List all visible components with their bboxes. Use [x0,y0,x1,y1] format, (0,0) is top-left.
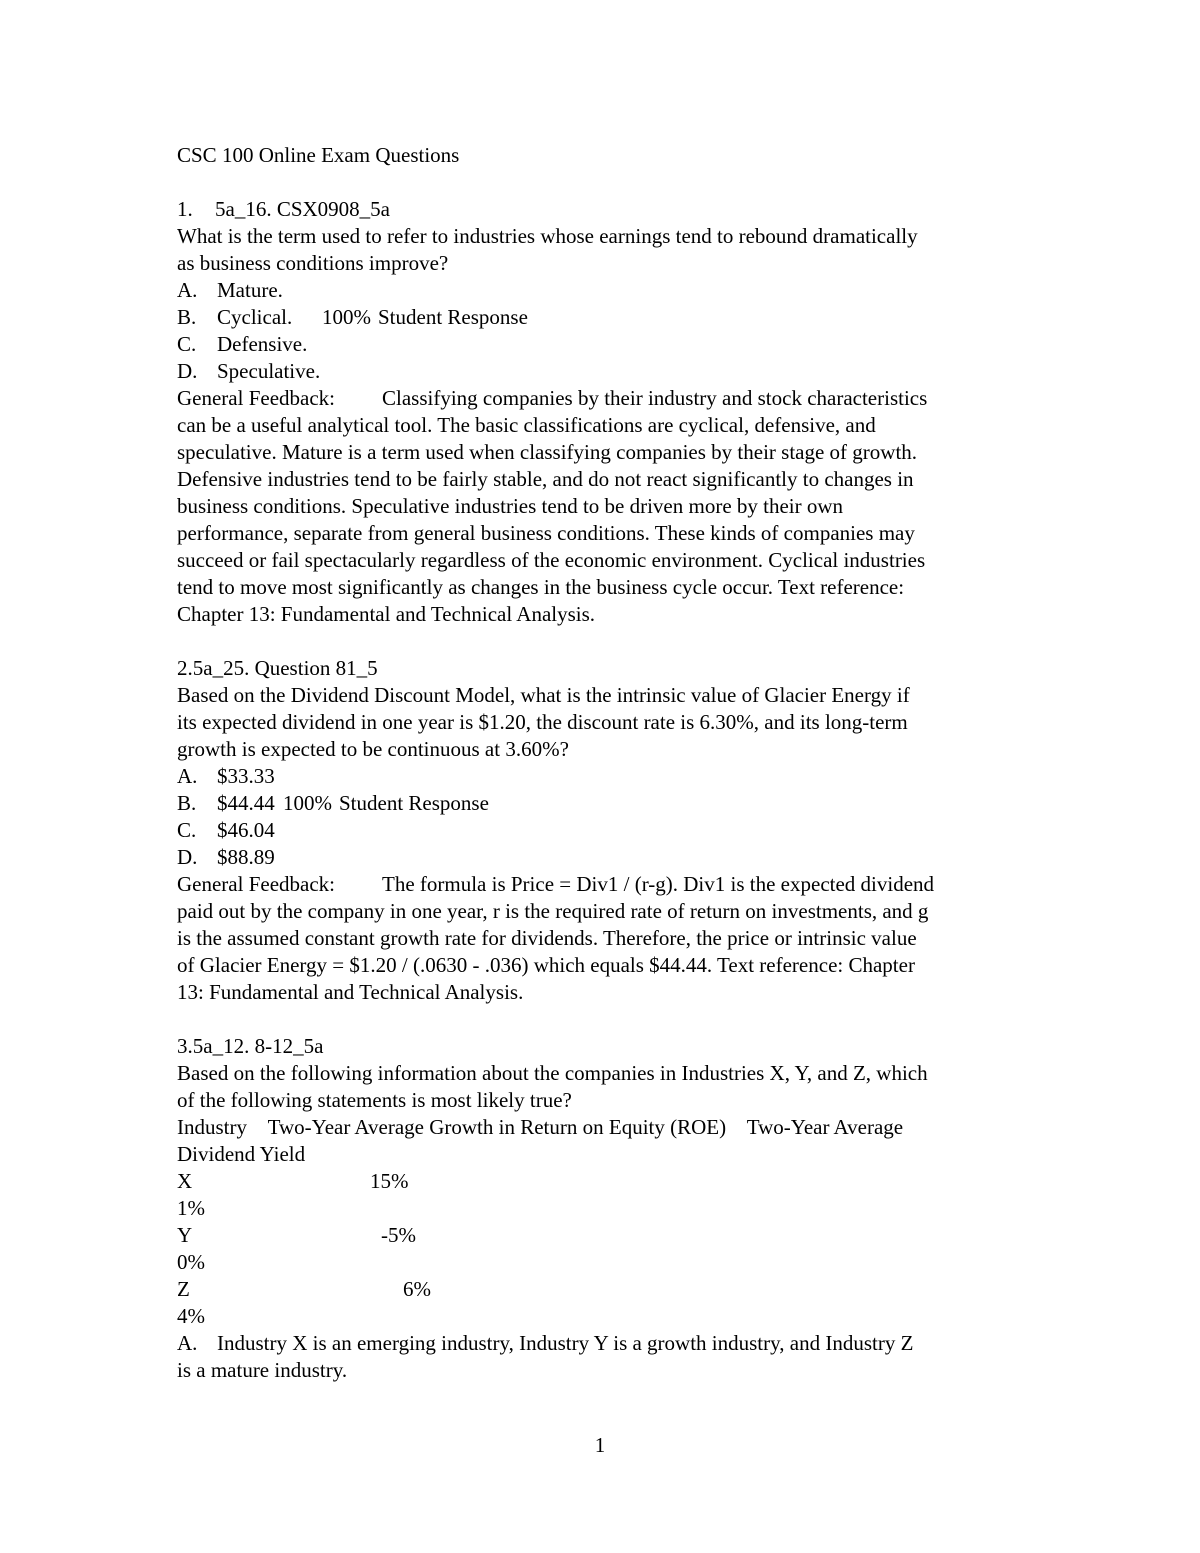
option-letter: A. [177,1331,198,1355]
option-text: $33.33 [217,764,275,788]
feedback-line: speculative. Mature is a term used when classifying companies by their stage of growth. [177,440,918,464]
feedback-line: is the assumed constant growth rate for dividends. Therefore, the price or intrinsic value [177,926,917,950]
spacer [177,169,1037,196]
option-text: Cyclical. [217,305,293,329]
response-percent: 100% [283,791,332,815]
option-text: Defensive. [217,332,308,356]
feedback-line: can be a useful analytical tool. The basic classifications are cyclical, defensive, and [177,413,876,437]
option-c [177,817,1037,844]
option-letter: C. [177,818,197,842]
feedback-line: Defensive industries tend to be fairly stable, and do not react significantly to changes in [177,467,914,491]
student-response-label: Student Response [378,305,528,329]
question-2-text: growth is expected to be continuous at 3.60%? [177,737,569,761]
document-page [177,142,1037,1384]
option-a [177,1330,1037,1357]
option-b [177,304,1037,331]
question-3-text: Based on the following information about the companies in Industries X, Y, and Z, which [177,1061,928,1085]
option-text: Speculative. [217,359,321,383]
feedback-label: General Feedback: [177,872,336,896]
option-b [177,790,1037,817]
question-3 [177,1033,1037,1384]
feedback-text: Classifying companies by their industry and stock characteristics [382,386,928,410]
table-row [177,1276,1037,1303]
option-c [177,331,1037,358]
question-3-text: of the following statements is most likely true? [177,1088,572,1112]
option-text: $44.44 [217,791,275,815]
option-a [177,763,1037,790]
feedback-line [177,385,1037,412]
question-1-text: as business conditions improve? [177,251,449,275]
question-3-header: 3.5a_12. 8-12_5a [177,1034,324,1058]
spacer [177,628,1037,655]
option-text: $46.04 [217,818,275,842]
option-letter: B. [177,305,197,329]
question-2-text: its expected dividend in one year is $1.20, the discount rate is 6.30%, and its long-term [177,710,908,734]
question-2-text: Based on the Dividend Discount Model, what is the intrinsic value of Glacier Energy if [177,683,910,707]
table-header: Industry Two-Year Average Growth in Return on Equity (ROE) Two-Year Average [177,1115,904,1139]
roe-cell: -5% [381,1223,416,1247]
question-2 [177,655,1037,1006]
industry-cell: Z [177,1277,190,1301]
option-letter: A. [177,278,198,302]
document-title: CSC 100 Online Exam Questions [177,143,460,167]
yield-cell: 0% [177,1250,205,1274]
question-2-header: 2.5a_25. Question 81_5 [177,656,378,680]
option-text: Industry X is an emerging industry, Industry Y is a growth industry, and Industry Z [217,1331,914,1355]
yield-cell: 4% [177,1304,205,1328]
feedback-line: tend to move most significantly as changes in the business cycle occur. Text reference: [177,575,905,599]
question-1-id: 5a_16. CSX0908_5a [215,197,390,221]
page-number: 1 [594,1433,606,1457]
yield-cell: 1% [177,1196,205,1220]
question-1-header [177,196,1037,223]
feedback-line: Chapter 13: Fundamental and Technical Analysis. [177,602,596,626]
option-d [177,844,1037,871]
option-letter: D. [177,359,198,383]
feedback-line [177,871,1037,898]
option-a [177,277,1037,304]
option-letter: D. [177,845,198,869]
feedback-line: paid out by the company in one year, r is the required rate of return on investments, and g [177,899,929,923]
question-1-number: 1. [177,197,193,221]
option-text-continued: is a mature industry. [177,1358,348,1382]
option-letter: A. [177,764,198,788]
industry-cell: X [177,1169,193,1193]
table-header: Dividend Yield [177,1142,306,1166]
roe-cell: 15% [370,1169,409,1193]
feedback-label: General Feedback: [177,386,336,410]
feedback-line: business conditions. Speculative industries tend to be driven more by their own [177,494,844,518]
option-text: $88.89 [217,845,275,869]
table-row [177,1222,1037,1249]
table-row [177,1168,1037,1195]
roe-cell: 6% [403,1277,431,1301]
feedback-text: The formula is Price = Div1 / (r-g). Div1 is the expected dividend [382,872,935,896]
feedback-line: performance, separate from general business conditions. These kinds of companies may [177,521,915,545]
student-response-label: Student Response [339,791,489,815]
option-letter: C. [177,332,197,356]
feedback-line: succeed or fail spectacularly regardless of the economic environment. Cyclical industries [177,548,926,572]
feedback-line: of Glacier Energy = $1.20 / (.0630 - .036) which equals $44.44. Text reference: Chapter [177,953,915,977]
feedback-line: 13: Fundamental and Technical Analysis. [177,980,524,1004]
question-1 [177,196,1037,628]
industry-cell: Y [177,1223,193,1247]
option-letter: B. [177,791,197,815]
option-text: Mature. [217,278,283,302]
question-1-text: What is the term used to refer to industries whose earnings tend to rebound dramatically [177,224,918,248]
spacer [177,1006,1037,1033]
option-d [177,358,1037,385]
response-percent: 100% [322,305,371,329]
